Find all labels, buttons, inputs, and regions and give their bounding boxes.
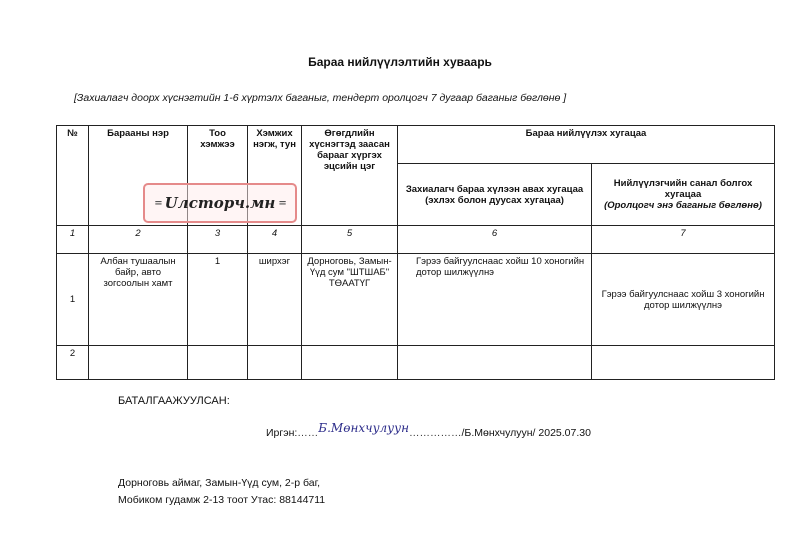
column-number: 7 — [592, 226, 775, 254]
header-supplier-time-note: (Оролцогч энэ баганыг бөглөнө) — [604, 200, 762, 211]
customer-time-cell: Гэрээ байгуулснаас хойш 10 хоногийн дотор шилжүүлнэ — [398, 254, 592, 346]
delivery-schedule-table — [56, 125, 775, 380]
watermark-stamp: = Uлсторч.мн = — [143, 183, 297, 223]
delivery-place-cell: Дорноговь, Замын-Үүд сум "ШТШАБ" ТӨААТҮГ — [302, 254, 398, 346]
instruction-subtitle: [Захиалагч доорх хүснэгтийн 1-6 хүртэлх баганыг, тендерт оролцогч 7 дугаар баганыг бөглөнө ] — [74, 92, 567, 104]
item-name-cell — [89, 346, 188, 380]
quantity-cell: 1 — [188, 254, 248, 346]
column-number: 3 — [188, 226, 248, 254]
row-number: 1 — [57, 254, 89, 346]
supplier-time-cell: Гэрээ байгуулснаас хойш 3 хоногийн дотор шилжүүлнэ — [592, 254, 775, 346]
signature-dots-before: …… — [297, 427, 319, 439]
confirmation-label: БАТАЛГААЖУУЛСАН: — [118, 395, 230, 407]
signature-dots-after: …………… — [409, 427, 462, 439]
document-title: Бараа нийлүүлэлтийн хуваарь — [308, 55, 492, 69]
signature-line — [266, 421, 591, 439]
column-number: 2 — [89, 226, 188, 254]
unit-cell — [248, 346, 302, 380]
header-delivery-period: Бараа нийлүүлэх хугацаа — [398, 126, 775, 164]
header-supplier-time-label: Нийлүүлэгчийн санал болгох хугацаа — [613, 178, 753, 200]
column-number: 4 — [248, 226, 302, 254]
supplier-time-cell — [592, 346, 775, 380]
header-customer-time-note: (эхлэх болон дуусах хугацаа) — [425, 194, 564, 206]
customer-time-cell — [398, 346, 592, 380]
address-line-1: Дорноговь аймаг, Замын-Үүд сум, 2-р баг, — [118, 477, 321, 489]
signer-name-date: /Б.Мөнхчулуун/ 2025.07.30 — [461, 427, 591, 439]
header-quantity: Тоо хэмжээ — [188, 126, 248, 226]
header-unit: Хэмжих нэгж, тун — [248, 126, 302, 226]
column-number: 6 — [398, 226, 592, 254]
header-customer-time-label: Захиалагч бараа хүлээн авах хугацаа — [405, 183, 584, 195]
column-number: 1 — [57, 226, 89, 254]
unit-cell: ширхэг — [248, 254, 302, 346]
table-row — [57, 346, 775, 380]
row-number: 2 — [57, 346, 89, 380]
column-number: 5 — [302, 226, 398, 254]
address-line-2: Мобиком гудамж 2-13 тоот Утас: 88144711 — [118, 494, 326, 506]
header-delivery-place: Өгөгдлийн хүснэгтэд заасан барааг хүргэх эцсийн цэг — [302, 126, 398, 226]
header-item-name: Барааны нэр — [89, 126, 188, 226]
signer-label: Иргэн: — [266, 427, 298, 439]
item-name-cell: Албан тушаалын байр, авто зогсоолын хамт — [89, 254, 188, 346]
column-number-row — [57, 226, 775, 254]
header-customer-time — [398, 164, 592, 226]
watermark-text: Uлсторч.мн — [164, 194, 276, 212]
header-no: № — [57, 126, 89, 226]
header-supplier-time — [592, 164, 775, 226]
handwritten-signature: Б.Мөнхчулуун — [318, 421, 410, 435]
table-row — [57, 254, 775, 346]
quantity-cell — [188, 346, 248, 380]
delivery-place-cell — [302, 346, 398, 380]
